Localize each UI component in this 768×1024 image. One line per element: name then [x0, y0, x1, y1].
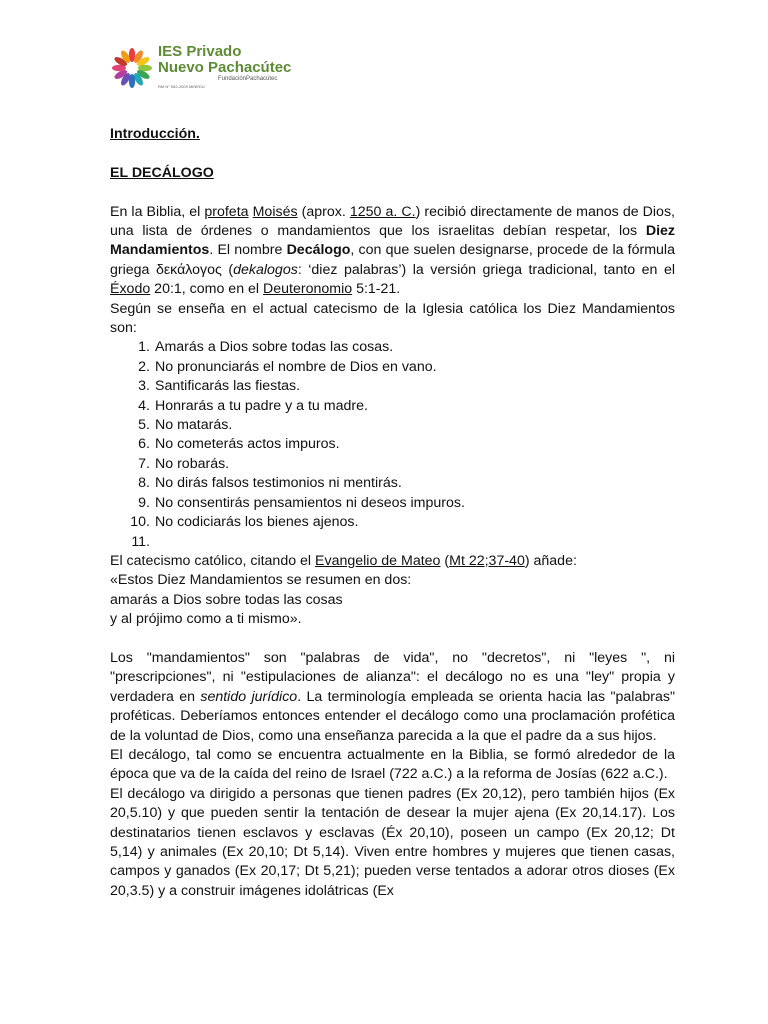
catechism-paragraph: Según se enseña en el actual catecismo de la Iglesia católica los Diez Mandamientos son: [110, 300, 675, 337]
intro-heading: Introducción. [110, 126, 200, 142]
quote-line-1: «Estos Diez Mandamientos se resumen en dos: [110, 572, 412, 589]
list-item: 10. No codiciarás los bienes ajenos. [130, 514, 359, 531]
list-item: 8. No dirás falsos testimonios ni mentirás. [138, 475, 402, 492]
logo-title-line1: IES Privado [158, 43, 242, 60]
quote-line-2: amarás a Dios sobre todas las cosas [110, 591, 343, 608]
logo-foundation-text: FundaciónPachacútec [218, 76, 278, 82]
list-item: 4. Honrarás a tu padre y a tu madre. [138, 397, 368, 414]
link-deuteronomio[interactable]: Deuteronomio [263, 281, 353, 298]
intro-paragraph: En la Biblia, el profeta Moisés (aprox. 1250 a. C.) recibió directamente de manos de Dios, una lista de órdenes o mandamientos que los israelitas debían respetar, los Diez Mandamientos. El nombre Decálogo, con que suelen designarse, procede de la fórmula griega δεκάλογος (dekalogos: ‘diez palabras’) la versión griega tradicional, tanto en el Éxodo 20:1, como en el Deuteronomio 5:1-21. [110, 203, 675, 298]
commandments-list [110, 338, 675, 551]
gospel-paragraph: El catecismo católico, citando el Evangelio de Mateo (Mt 22;37-40) añade: [110, 552, 577, 569]
audience-paragraph: El decálogo va dirigido a personas que tienen padres (Ex 20,12), pero también hijos (Ex 20,5.10) y que pueden sentir la tentación de desear la mujer ajena (Ex 20,14.17). Los destinatarios tienen esclavos y esclavas (Éx 20,10), poseen un campo (Ex 20,12; Dt 5,14) y animales (Ex 20,10; Dt 5,14). Viven entre hombres y mujeres que tienen casas, campos y ganados (Ex 20,17; Dt 5,21); pueden verse tentados a adorar otros dioses (Ex 20,3.5) y a construir imágenes idolátricas (Ex [110, 785, 675, 899]
link-moises[interactable]: Moisés [252, 203, 298, 220]
mandamientos-paragraph: Los "mandamientos" son "palabras de vida", no "decretos", ni "leyes ", ni "prescripciones", ni "estipulaciones de alianza": el decálogo no es una "ley" propia y verdadera en sentido jurídico. La terminología empleada se orienta hacia las "palabras" proféticas. Deberíamos entonces entender el decálogo como una proclamación profética de la voluntad de Dios, como una enseñanza parecida a la que el padre da a sus hijos. [110, 649, 675, 744]
list-item: 11. [131, 533, 150, 550]
link-mt-22[interactable]: Mt 22;37-40 [449, 552, 525, 569]
link-1250-ac[interactable]: 1250 a. C. [349, 203, 416, 220]
list-item: 1. Amarás a Dios sobre todas las cosas. [138, 339, 394, 356]
document-body [110, 125, 675, 901]
link-exodo[interactable]: Éxodo [110, 281, 151, 298]
link-evangelio-mateo[interactable]: Evangelio de Mateo [315, 552, 441, 569]
logo-emblem-icon [110, 46, 154, 90]
list-item: 2. No pronunciarás el nombre de Dios en vano. [138, 358, 437, 375]
logo-resolution-text: RM N° 062-2009 MINEDU [158, 84, 205, 89]
list-item: 7. No robarás. [138, 455, 230, 472]
list-item: 6. No cometerás actos impuros. [138, 436, 340, 453]
logo-title-line2: Nuevo Pachacútec [158, 59, 292, 76]
quote-line-3: y al prójimo como a ti mismo». [110, 611, 302, 628]
decalogo-heading: EL DECÁLOGO [110, 164, 214, 181]
list-item: 3. Santificarás las fiestas. [138, 378, 301, 395]
institution-logo [110, 42, 292, 94]
list-item: 5. No matarás. [138, 417, 233, 434]
formation-paragraph: El decálogo, tal como se encuentra actualmente en la Biblia, se formó alrededor de la época que va de la caída del reino de Israel (722 a.C.) a la reforma de Josías (622 a.C.). [110, 746, 675, 783]
link-profeta[interactable]: profeta [204, 203, 249, 220]
list-item: 9. No consentirás pensamientos ni deseos impuros. [138, 494, 465, 511]
